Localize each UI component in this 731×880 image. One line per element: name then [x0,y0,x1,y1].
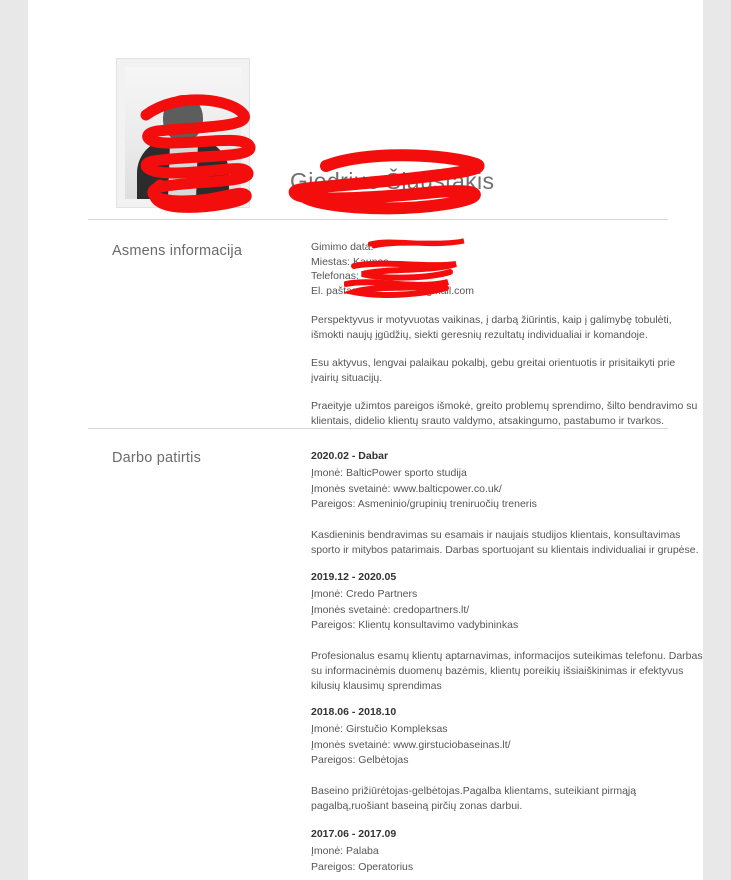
job-entry [311,449,703,558]
job-website: Įmonės svetainė: credopartners.lt/ [311,603,470,616]
job-description: Kasdieninis bendravimas su esamais ir naujais studijos klientais, konsultavimas sporto ir mitybos patarimais. Darbas sportuojant su klientais individualiai ir grupėse. [311,529,699,556]
about-block [311,313,699,429]
profile-photo [116,58,250,208]
profile-photo-image [125,67,241,199]
job-entry [311,705,703,814]
job-position: Pareigos: Gelbėtojas [311,754,409,766]
job-position: Pareigos: Asmeninio/grupinių treniruočių treneris [311,498,537,510]
job-period: 2017.06 - 2017.09 [311,828,397,840]
contact-email: El. paštas: g................@gmail.com [311,284,474,297]
section-title-personal-info: Asmens informacija [112,243,243,259]
job-website: Įmonės svetainė: www.girstuciobaseinas.lt/ [311,738,511,751]
job-company: Įmonė: Credo Partners [311,588,418,600]
contact-city [311,255,701,269]
about-paragraph-2: Esu aktyvus, lengvai palaikau pokalbį, gebu greitai orientuotis ir prisitaikyti prie įvairių situacijų. [311,357,676,384]
job-period: 2019.12 - 2020.05 [311,571,397,583]
document-page [28,0,703,880]
job-description: Profesionalus esamų klientų aptarnavimas, informacijos suteikimas telefonu. Darbas su informacinėmis duomenų bazėmis, klientų poreikių išsiaiškinimas ir efektyvus kilusių klausimų sprendimas [311,650,703,692]
page-title: Giedrius Šlaustakis [290,168,495,194]
about-paragraph-1: Perspektyvus ir motyvuotas vaikinas, į darbą žiūrintis, kaip į galimybę tobulėti, išmokti naujų įgūdžių, siekti geresnių rezultatų individualiai ir komandoje. [311,314,672,341]
photo-shirt-shape [168,141,198,199]
job-position: Pareigos: Klientų konsultavimo vadybininkas [311,619,519,631]
job-company: Įmonė: Palaba [311,845,379,857]
job-entry [311,827,703,875]
job-website: Įmonės svetainė: www.balticpower.co.uk/ [311,482,502,495]
contact-block [311,240,701,298]
contact-birth-date: Gimimo data: [311,241,374,253]
job-entry [311,570,703,694]
job-company: Įmonė: BalticPower sporto studija [311,467,467,479]
section-title-work-experience: Darbo patirtis [112,450,202,466]
job-description: Baseino prižiūrėtojas-gelbėtojas.Pagalba klientams, suteikiant pirmąją pagalbą,ruošiant baseiną pirčių zonas darbui. [311,785,637,812]
contact-phone: Telefonas: [311,270,359,282]
job-company: Įmonė: Girstučio Kompleksas [311,723,448,735]
job-position: Pareigos: Operatorius [311,860,414,873]
contact-city-value: Kaunas [353,255,389,268]
divider-top [88,219,668,220]
contact-city-label: Miestas: [311,255,351,268]
about-paragraph-3: Praeityje užimtos pareigos išmokė, greito problemų sprendimo, šilto bendravimo su klientais, didelio klientų srauto valdymo, atsakingumo, pastabumo ir tvarkos. [311,400,698,427]
job-period: 2020.02 - Dabar [311,450,389,462]
photo-head-shape [163,95,203,141]
job-period: 2018.06 - 2018.10 [311,706,397,718]
